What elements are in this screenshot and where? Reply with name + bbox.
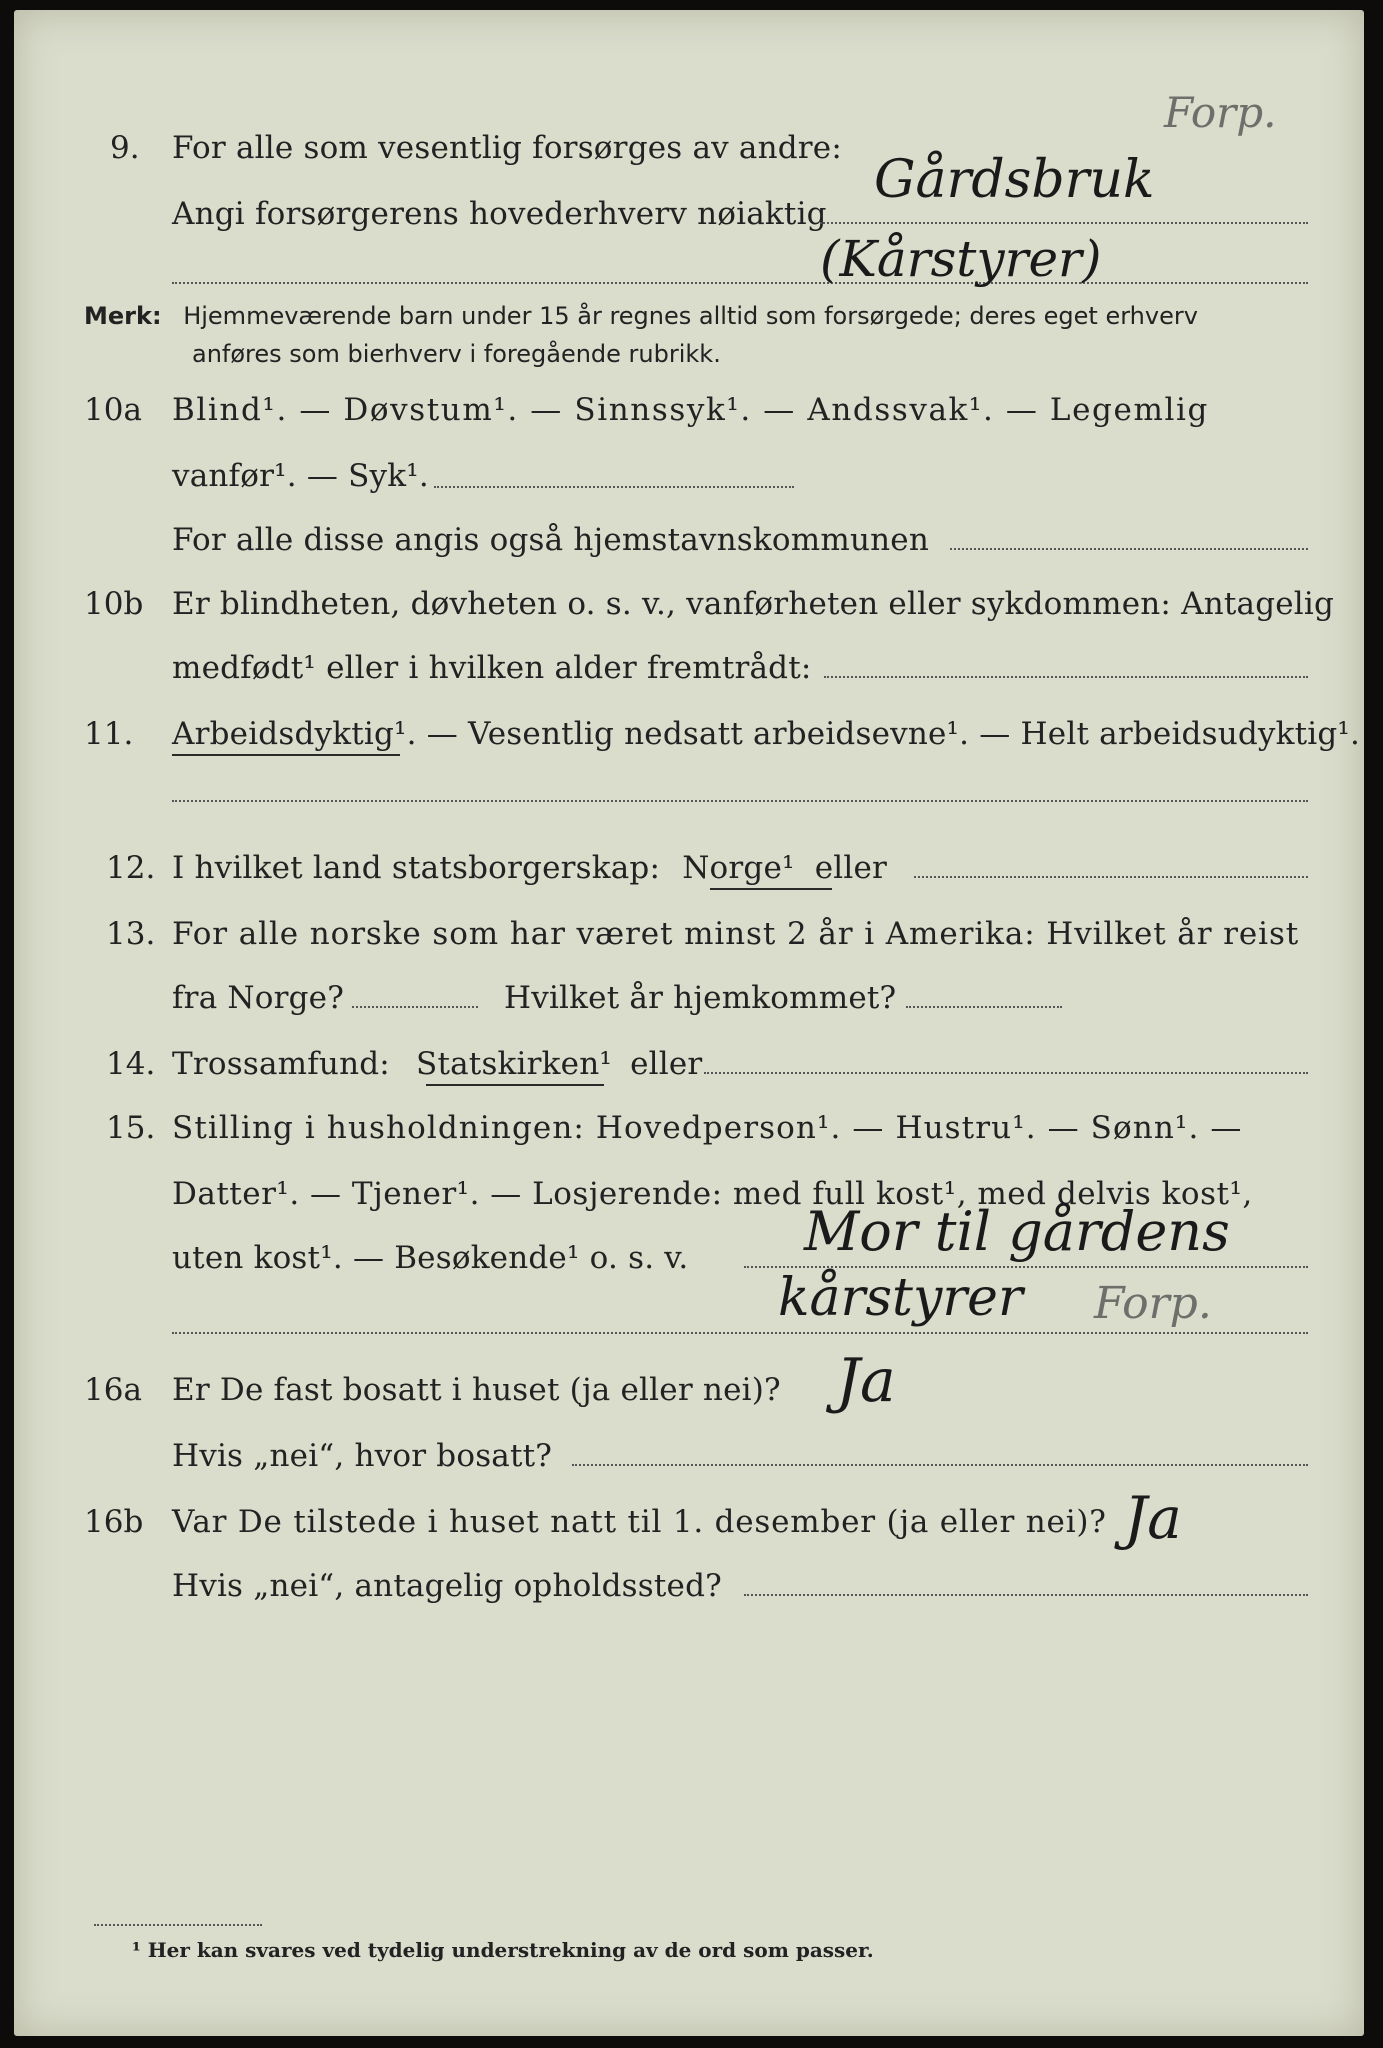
q16a-bosatt-field [572, 1464, 1308, 1466]
q9-handwritten-role: (Kårstyrer) [820, 230, 1102, 288]
q12-answer-field [914, 876, 1308, 878]
q9-text-line1: For alle som vesentlig forsørges av andre: [172, 130, 842, 166]
q11-handwritten-underline [172, 754, 400, 756]
q16a-text-line2: Hvis „nei“, hvor bosatt? [172, 1438, 553, 1474]
q14-option-eller: eller [630, 1046, 703, 1082]
note-merk-label: Merk: [84, 302, 162, 330]
q13-hjemkommet-field [906, 1006, 1062, 1008]
q15-text-line2: Datter¹. — Tjener¹. — Losjerende: med full kost¹, med delvis kost¹, [172, 1176, 1253, 1212]
note-merk [84, 302, 1198, 330]
q11-other-options: — Vesentlig nedsatt arbeidsevne¹. — Helt arbeidsudyktig¹. [426, 716, 1361, 752]
q16b-number: 16b [84, 1504, 144, 1540]
q10a-text-line1: Blind¹. — Døvstum¹. — Sinnssyk¹. — Andssvak¹. — Legemlig [172, 392, 1209, 428]
q12-question: I hvilket land statsborgerskap: [172, 850, 661, 886]
form-page [14, 10, 1364, 2036]
q10b-answer-field [824, 676, 1308, 678]
footnote-text: ¹ Her kan svares ved tydelig understrekning av de ord som passer. [132, 1938, 874, 1962]
q10b-text-line2: medfødt¹ eller i hvilken alder fremtrådt: [172, 650, 812, 686]
q13-number: 13. [106, 916, 156, 952]
q10a-answer-field-1 [434, 486, 794, 488]
q14-handwritten-underline [426, 1084, 604, 1086]
footnote-rule [94, 1924, 262, 1926]
q10a-text-line2: vanfør¹. — Syk¹. [172, 458, 429, 494]
q15-handwritten-line1: Mor til gårdens [804, 1200, 1230, 1263]
q10b-number: 10b [84, 586, 144, 622]
note-merk-line1: Hjemmeværende barn under 15 år regnes alltid som forsørgede; deres eget erhverv [183, 302, 1198, 330]
q15-text-line1: Stilling i husholdningen: Hovedperson¹. — Hustru¹. — Sønn¹. — [172, 1110, 1243, 1146]
q12-text [172, 850, 887, 886]
q10a-number: 10a [84, 392, 142, 428]
q15-number: 15. [106, 1110, 156, 1146]
q9-answer-field-2 [172, 282, 1308, 284]
q11-number: 11. [84, 716, 134, 752]
q14-text [172, 1046, 702, 1082]
q12-handwritten-underline [710, 888, 832, 890]
q12-option-norge: Norge¹ [682, 850, 795, 886]
q14-question: Trossamfund: [172, 1046, 390, 1082]
q16b-text-line1: Var De tilstede i huset natt til 1. desember (ja eller nei)? [172, 1504, 1107, 1540]
q9-handwritten-occupation: Gårdsbruk [874, 150, 1155, 210]
q16b-text-line2: Hvis „nei“, antagelig opholdssted? [172, 1568, 722, 1604]
q9-answer-field-1 [820, 222, 1308, 224]
q16a-text-line1: Er De fast bosatt i huset (ja eller nei)? [172, 1372, 781, 1408]
q14-answer-field [704, 1072, 1308, 1074]
pencil-note-top: Forp. [1164, 88, 1277, 137]
q13-text-line1: For alle norske som har været minst 2 år i Amerika: Hvilket år reist [172, 916, 1300, 952]
q15-text-line3: uten kost¹. — Besøkende¹ o. s. v. [172, 1240, 689, 1276]
q9-text-line2: Angi forsørgerens hovederhverv nøiaktig [172, 196, 827, 232]
q15-handwritten-line2: kårstyrer [778, 1268, 1023, 1328]
q16b-handwritten-answer: Ja [1124, 1484, 1182, 1552]
q16b-opholdssted-field [744, 1594, 1308, 1596]
q10a-answer-field-2 [950, 548, 1308, 550]
q10a-text-line3: For alle disse angis også hjemstavnskommunen [172, 522, 929, 558]
q11-option-arbeidsdyktig: Arbeidsdyktig¹. [172, 716, 417, 752]
q15-answer-field-2 [172, 1332, 1308, 1334]
q13-text-line2b: Hvilket år hjemkommet? [504, 980, 897, 1016]
note-merk-line2: anføres som bierhverv i foregående rubrikk. [192, 340, 721, 368]
q16a-number: 16a [84, 1372, 142, 1408]
q13-text-line2a: fra Norge? [172, 980, 345, 1016]
q11-answer-field [172, 800, 1308, 802]
q14-option-statskirken: Statskirken¹ [416, 1046, 612, 1082]
q9-number: 9. [110, 130, 140, 166]
q11-text [172, 716, 1360, 752]
q15-pencil-note: Forp. [1094, 1278, 1212, 1329]
q12-number: 12. [106, 850, 156, 886]
q14-number: 14. [106, 1046, 156, 1082]
q13-reist-field [352, 1006, 478, 1008]
q12-option-eller: eller [814, 850, 888, 886]
q16a-handwritten-answer: Ja [836, 1346, 896, 1416]
q10b-text-line1: Er blindheten, døvheten o. s. v., vanførheten eller sykdommen: Antagelig [172, 586, 1335, 622]
